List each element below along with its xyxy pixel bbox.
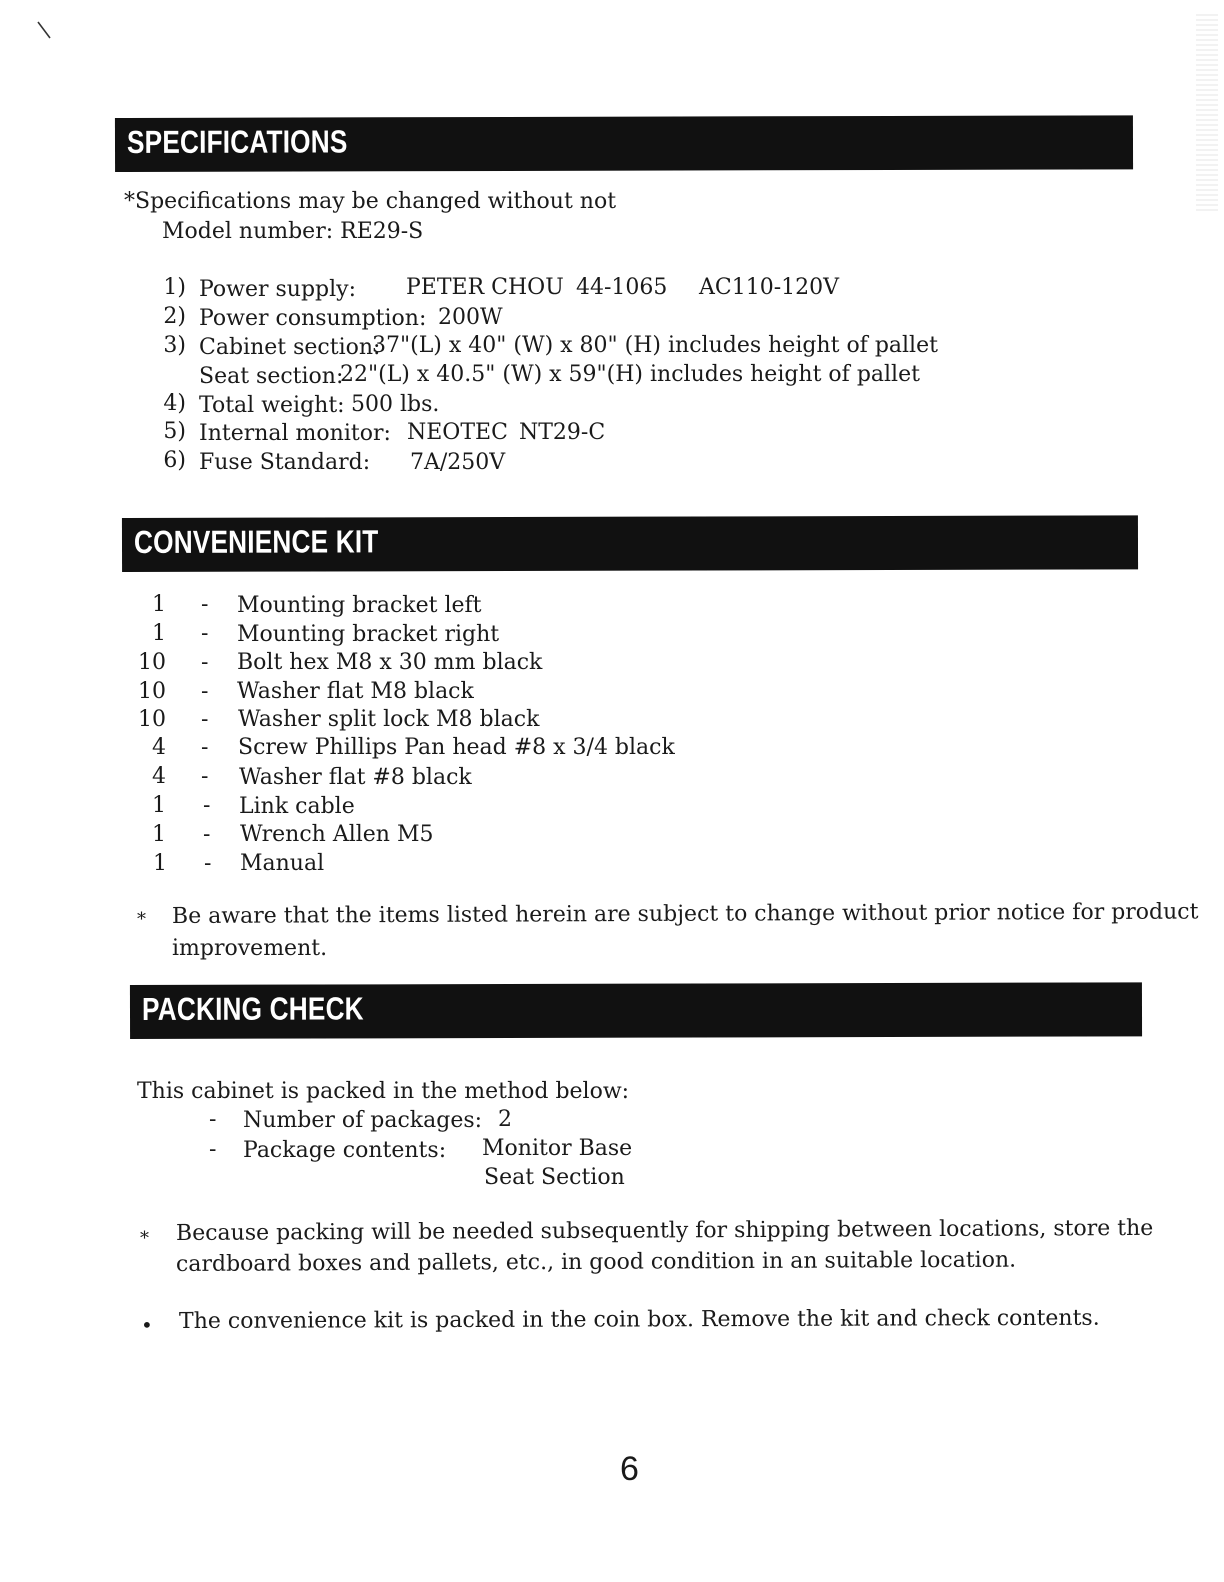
kit-description: Washer flat M8 black — [237, 679, 474, 704]
packing-check-title: PACKING CHECK — [141, 990, 364, 1027]
kit-quantity: 1 — [152, 793, 166, 818]
packing-note-line-1: Because packing will be needed subsequently for shipping between locations, store the — [175, 1215, 1154, 1246]
packing-note-line-2: cardboard boxes and pallets, etc., in good condition in an suitable location. — [175, 1247, 1017, 1277]
spec-number: 6) — [163, 448, 186, 473]
spec-label: Seat section: — [199, 364, 344, 389]
kit-quantity: 10 — [138, 650, 166, 675]
kit-dash: - — [204, 851, 212, 876]
spec-value: 37"(L) x 40" (W) x 80" (H) includes height of pallet — [372, 333, 938, 358]
bullet-marker: • — [141, 1313, 153, 1337]
kit-dash: - — [201, 764, 209, 789]
convenience-kit-title: CONVENIENCE KIT — [133, 523, 379, 560]
kit-description: Bolt hex M8 x 30 mm black — [237, 650, 543, 675]
kit-quantity: 1 — [153, 851, 167, 876]
kit-quantity: 1 — [152, 621, 166, 646]
spec-value: 500 lbs. — [351, 392, 440, 417]
spec-value: 7A/250V — [410, 450, 506, 475]
spec-value: NEOTEC — [407, 420, 508, 445]
spec-label: Fuse Standard: — [199, 450, 371, 475]
kit-description: Manual — [240, 851, 325, 876]
packages-value: 2 — [498, 1107, 512, 1132]
spec-label: Power supply: — [199, 277, 357, 302]
contents-item: Monitor Base — [482, 1136, 633, 1161]
specifications-note: *Specifications may be changed without not — [124, 189, 617, 214]
spec-value: 200W — [438, 305, 503, 330]
kit-dash: - — [203, 793, 211, 818]
kit-quantity: 4 — [152, 735, 166, 760]
kit-quantity: 10 — [138, 707, 166, 732]
page-number: 6 — [620, 1450, 639, 1488]
kit-quantity: 1 — [152, 592, 166, 617]
specifications-title: SPECIFICATIONS — [126, 123, 348, 160]
packing-intro: This cabinet is packed in the method below: — [137, 1079, 630, 1104]
spec-number: 1) — [163, 275, 186, 300]
model-number: Model number: RE29-S — [162, 219, 424, 244]
spec-number: 3) — [163, 333, 186, 358]
kit-dash: - — [201, 621, 209, 646]
packing-dash: - — [209, 1107, 217, 1132]
spec-value: 22"(L) x 40.5" (W) x 59"(H) includes height of pallet — [340, 362, 920, 387]
contents-label: Package contents: — [243, 1138, 447, 1163]
kit-description: Screw Phillips Pan head #8 x 3/4 black — [238, 735, 675, 760]
kit-dash: - — [201, 707, 209, 732]
scan-edge-noise — [1196, 14, 1218, 214]
kit-description: Mounting bracket left — [237, 593, 482, 618]
kit-description: Washer flat #8 black — [239, 765, 472, 790]
packing-note-marker: * — [140, 1228, 149, 1249]
kit-note-line-1: Be aware that the items listed herein are subject to change without prior notice for product — [171, 899, 1199, 929]
specifications-header — [115, 115, 1133, 172]
scan-mark-icon — [36, 20, 54, 42]
kit-description: Washer split lock M8 black — [238, 707, 540, 732]
kit-dash: - — [201, 679, 209, 704]
bullet-text: The convenience kit is packed in the coin box. Remove the kit and check contents. — [178, 1305, 1100, 1334]
kit-quantity: 1 — [152, 822, 166, 847]
spec-value: NT29-C — [519, 420, 606, 445]
packing-dash: - — [209, 1137, 217, 1162]
kit-quantity: 10 — [138, 679, 166, 704]
kit-quantity: 4 — [152, 764, 166, 789]
spec-label: Internal monitor: — [199, 421, 391, 446]
kit-note-line-2: improvement. — [172, 936, 328, 961]
kit-description: Wrench Allen M5 — [240, 822, 434, 847]
spec-label: Total weight: — [199, 393, 345, 418]
kit-dash: - — [201, 650, 209, 675]
spec-value: PETER CHOU — [406, 275, 564, 300]
spec-value: 44-1065 — [576, 275, 668, 300]
kit-note-marker: * — [137, 909, 146, 930]
packages-label: Number of packages: — [243, 1108, 483, 1133]
kit-dash: - — [201, 592, 209, 617]
kit-description: Mounting bracket right — [237, 622, 500, 647]
contents-item: Seat Section — [484, 1165, 625, 1190]
packing-check-header — [130, 982, 1142, 1039]
spec-number: 2) — [163, 304, 186, 329]
spec-label: Power consumption: — [199, 306, 427, 331]
spec-number: 4) — [163, 391, 186, 416]
convenience-kit-header — [122, 515, 1138, 572]
kit-description: Link cable — [239, 794, 355, 819]
spec-value: AC110-120V — [699, 275, 840, 300]
spec-label: Cabinet section: — [199, 335, 381, 360]
kit-dash: - — [203, 822, 211, 847]
spec-number: 5) — [163, 419, 186, 444]
kit-dash: - — [201, 735, 209, 760]
